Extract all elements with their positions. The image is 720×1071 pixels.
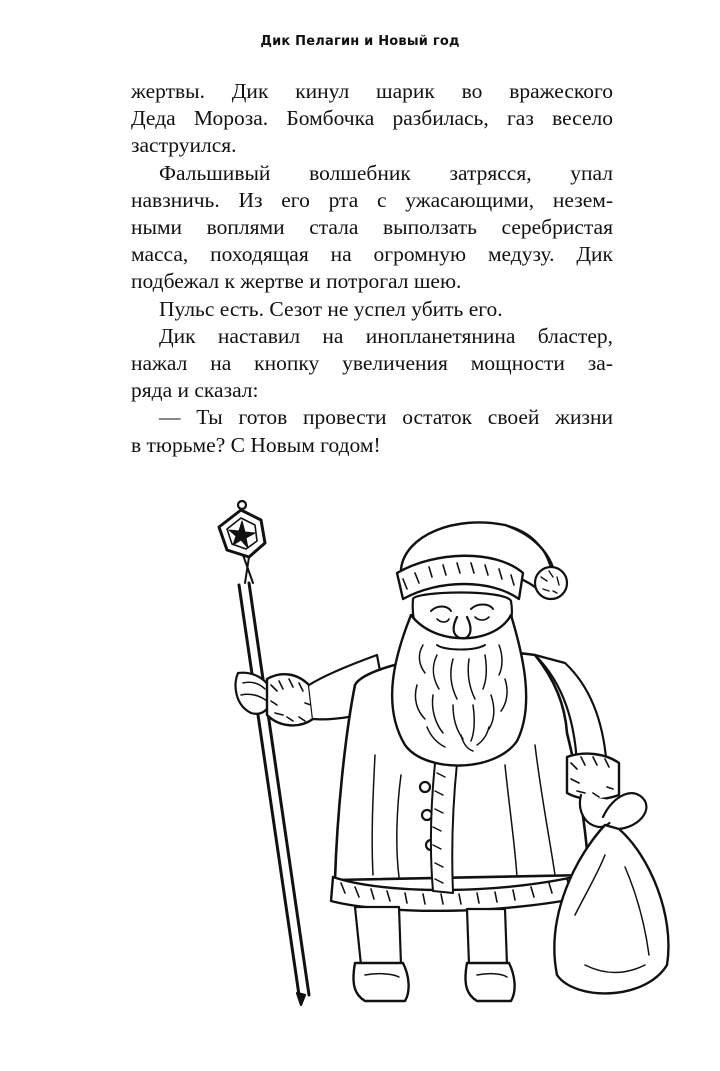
text-line: жертвы. Дик кинул шарик во вражеского [131,79,613,103]
text-line: — Ты готов провести остаток своей жизни [159,405,613,430]
running-header: Дик Пелагин и Новый год [260,34,460,49]
text-line: навзничь. Из его рта с ужасающими, незем- [131,187,613,212]
paragraph-4 [131,323,613,405]
paragraph-2 [131,160,613,296]
text-line: заструился. [131,133,237,158]
page-body-text [131,78,613,459]
magic-staff [219,501,309,1005]
text-line: Дик наставил на инопланетянина бластер, [159,323,613,348]
santa-legs [353,907,514,1001]
paragraph-5 [131,404,613,458]
paragraph-3 [131,296,613,323]
text-line: ряда и сказал: [131,378,259,403]
text-line: Фальшивый волшебник затрясся, упал [159,160,613,185]
santa-illustration [205,495,675,1040]
text-line: в тюрьме? С Новым годом! [131,432,381,457]
text-line: масса, походящая на огромную медузу. Дик [131,242,613,267]
text-line: Деда Мороза. Бомбочка разбилась, газ весело [131,106,613,131]
paragraph-1 [131,78,613,160]
text-line: Пульс есть. Сезот не успел убить его. [159,296,503,321]
text-line: ными воплями стала выползать серебристая [131,215,613,240]
text-line: нажал на кнопку увеличения мощности за- [131,351,613,376]
text-line: подбежал к жертве и потрогал шею. [131,269,462,294]
